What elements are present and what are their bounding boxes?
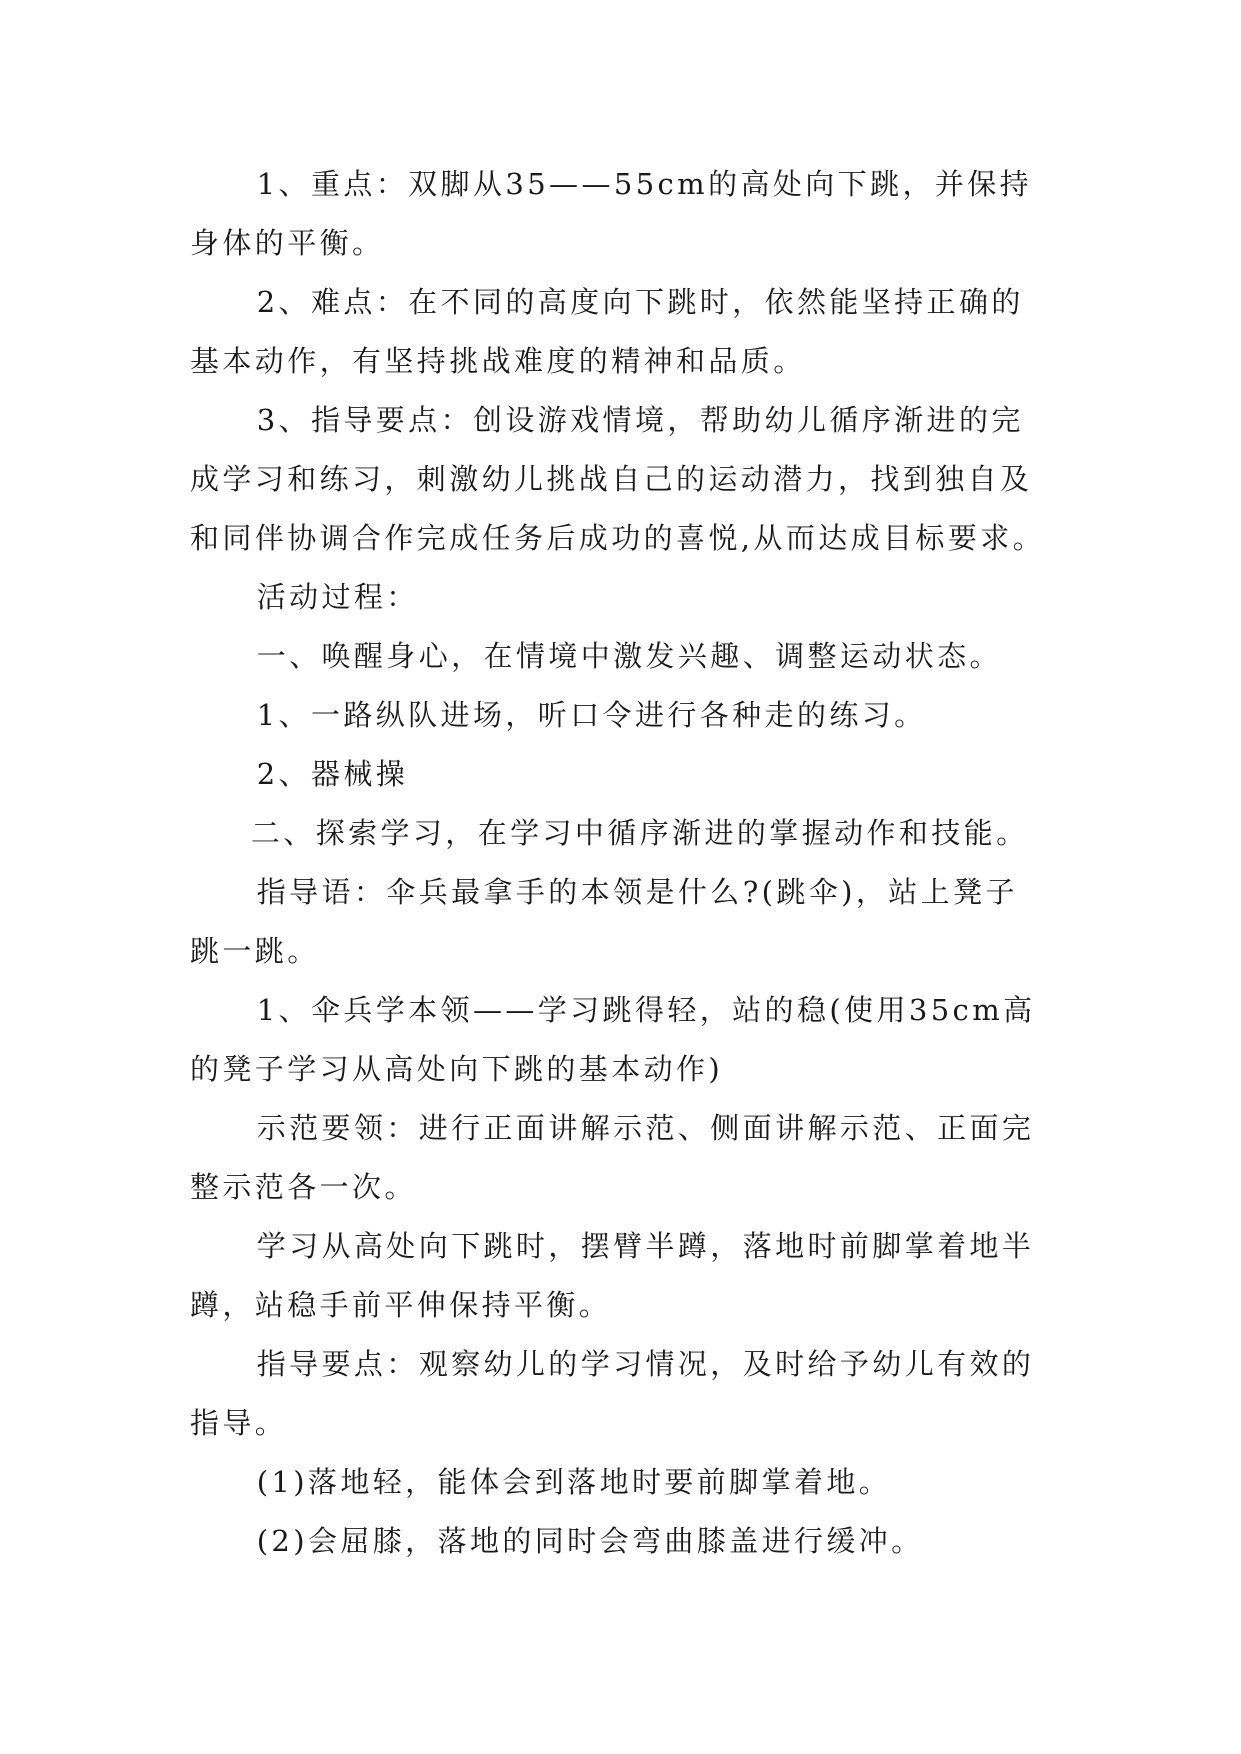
paragraph-step-2: 2、器械操 xyxy=(256,757,409,791)
paragraph-guidance-points: 3、指导要点：创设游戏情境，帮助幼儿循序渐进的完成学习和练习，刺激幼儿挑战自己的运动潜力，找到独自及和同伴协调合作完成任务后成功的喜悦,从而达成目标要求。 xyxy=(190,403,1046,555)
paragraph-instruction: 指导语：伞兵最拿手的本领是什么?(跳伞)，站上凳子跳一跳。 xyxy=(190,875,1018,968)
paragraph-key-point: 1、重点：双脚从35——55cm的高处向下跳，并保持身体的平衡。 xyxy=(190,167,1033,260)
paragraph-paratrooper-skill: 1、伞兵学本领——学习跳得轻，站的稳(使用35cm高的凳子学习从高处向下跳的基本动作) xyxy=(190,993,1036,1086)
paragraph-demo-essentials: 示范要领：进行正面讲解示范、侧面讲解示范、正面完整示范各一次。 xyxy=(190,1111,1035,1204)
paragraph-section-one: 一、唤醒身心，在情境中激发兴趣、调整运动状态。 xyxy=(256,639,1002,673)
document-body xyxy=(190,155,1050,1571)
paragraph-section-two: 二、探索学习，在学习中循序渐进的掌握动作和技能。 xyxy=(250,816,1029,850)
paragraph-step-1: 1、一路纵队进场，听口令进行各种走的练习。 xyxy=(256,698,927,732)
paragraph-guidance-observe: 指导要点：观察幼儿的学习情况，及时给予幼儿有效的指导。 xyxy=(190,1347,1035,1440)
paragraph-point-1: (1)落地轻，能体会到落地时要前脚掌着地。 xyxy=(256,1465,892,1499)
paragraph-point-2: (2)会屈膝，落地的同时会弯曲膝盖进行缓冲。 xyxy=(256,1524,924,1558)
paragraph-jump-technique: 学习从高处向下跳时，摆臂半蹲，落地时前脚掌着地半蹲，站稳手前平伸保持平衡。 xyxy=(190,1229,1035,1322)
paragraph-difficulty: 2、难点：在不同的高度向下跳时，依然能坚持正确的基本动作，有坚持挑战难度的精神和品质。 xyxy=(190,285,1024,378)
paragraph-process-heading: 活动过程： xyxy=(256,580,419,614)
